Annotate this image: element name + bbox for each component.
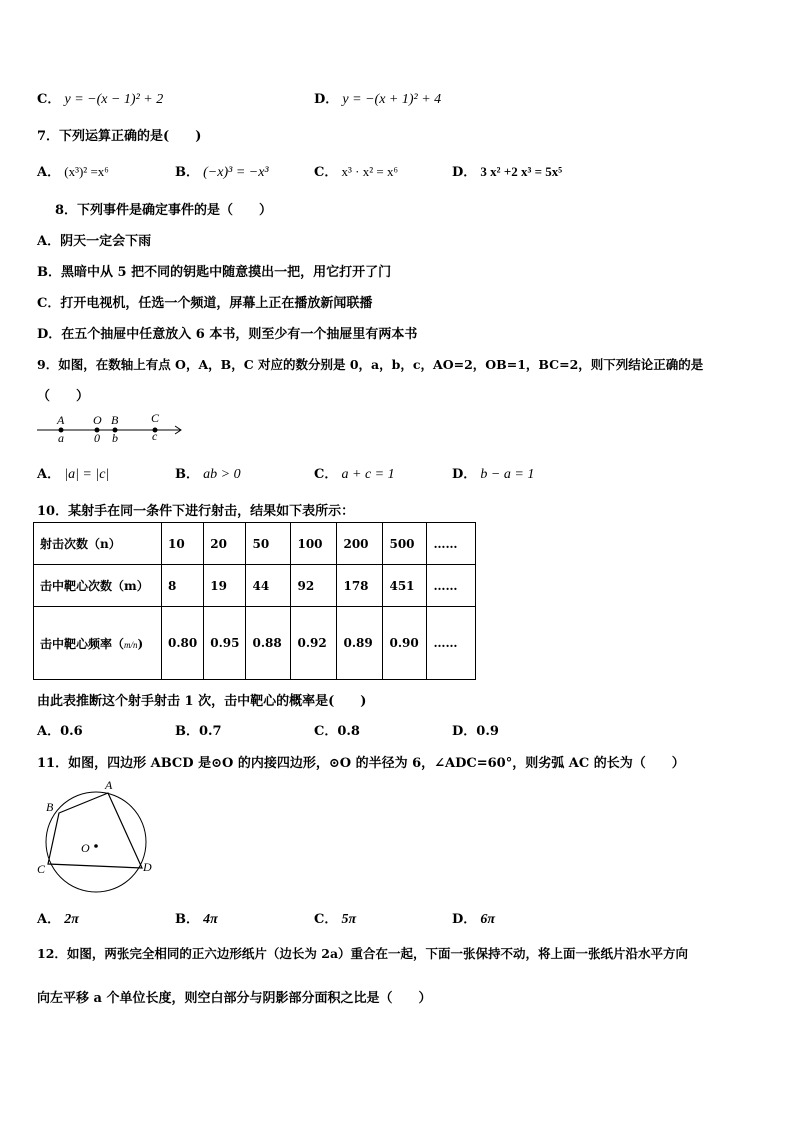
- table-cell: 100: [291, 523, 337, 565]
- table-cell: 92: [291, 565, 337, 607]
- value-label-c: c: [152, 429, 158, 443]
- value-label-b: b: [112, 431, 118, 445]
- table-cell: 0.90: [383, 607, 427, 680]
- table-row: [34, 523, 476, 565]
- q8-option-b: B．黑暗中从 5 把不同的钥匙中随意摸出一把，用它打开了门: [37, 265, 392, 280]
- value-label-o: 0: [94, 431, 100, 445]
- q11-option-a: A． 2π: [37, 912, 79, 927]
- row-header: 击中靶心频率（m/n): [34, 607, 162, 680]
- q11-option-c: C． 5π: [314, 912, 357, 927]
- value-label-a: a: [58, 431, 64, 445]
- q11-stem: 11．如图，四边形 ABCD 是⊙O 的内接四边形，⊙O 的半径为 6，∠ADC=60°，则劣弧 AC 的长为（ ）: [37, 756, 685, 771]
- table-cell: ……: [427, 565, 476, 607]
- q11-option-d: D． 6π: [452, 912, 496, 927]
- q12-line1: 12．如图，两张完全相同的正六边形纸片（边长为 2a）重合在一起，下面一张保持不动，将上面一张纸片沿水平方向: [37, 946, 689, 961]
- vertex-label-d: D: [143, 860, 152, 874]
- point-label-c: C: [151, 411, 160, 425]
- table-cell: 0.88: [246, 607, 291, 680]
- q9-option-c: C． a + c = 1: [314, 467, 395, 482]
- q8-option-c: C．打开电视机，任选一个频道，屏幕上正在播放新闻联播: [37, 296, 373, 311]
- table-cell: 44: [246, 565, 291, 607]
- point-label-a: A: [57, 413, 65, 427]
- q8-option-d: D．在五个抽屉中任意放入 6 本书，则至少有一个抽屉里有两本书: [37, 327, 418, 342]
- q7-option-c: C． x³ · x² = x⁶: [314, 164, 398, 180]
- table-cell: 0.89: [337, 607, 383, 680]
- center-label-o: O: [81, 841, 90, 855]
- row-header: 击中靶心次数（m）: [34, 565, 162, 607]
- q6-option-d: D． y = −(x + 1)² + 4: [314, 92, 442, 107]
- q9-option-d: D． b − a = 1: [452, 467, 535, 482]
- q12-line2: 向左平移 a 个单位长度，则空白部分与阴影部分面积之比是（ ）: [37, 991, 432, 1006]
- table-cell: 50: [246, 523, 291, 565]
- table-cell: 0.80: [162, 607, 204, 680]
- q10-option-b: B．0.7: [175, 724, 222, 739]
- q9-option-a: A． |a| = |c|: [37, 467, 110, 482]
- q6-option-c: C． y = −(x − 1)² + 2: [37, 92, 164, 107]
- table-cell: 0.92: [291, 607, 337, 680]
- q7-stem: 7．下列运算正确的是( ): [37, 129, 202, 144]
- q7-option-a: A． (x³)² =x⁶: [37, 164, 109, 180]
- q7-option-d: D． 3 x² +2 x³ = 5x⁵: [452, 164, 563, 180]
- table-cell: ……: [427, 607, 476, 680]
- table-cell: ……: [427, 523, 476, 565]
- q10-followup: 由此表推断这个射手射击 1 次，击中靶心的概率是( ): [37, 694, 367, 709]
- q8-option-a: A．阴天一定会下雨: [37, 234, 152, 249]
- table-cell: 0.95: [204, 607, 246, 680]
- q7-option-b: B． (−x)³ = −x³: [175, 165, 269, 180]
- number-line-figure: [37, 410, 187, 446]
- point-label-b: B: [111, 413, 119, 427]
- point-label-o: O: [93, 413, 102, 427]
- q8-stem: 8．下列事件是确定事件的是（ ）: [55, 203, 273, 218]
- q9-paren: （ ）: [37, 389, 90, 404]
- table-cell: 178: [337, 565, 383, 607]
- shooting-results-table: [33, 522, 476, 680]
- table-cell: 19: [204, 565, 246, 607]
- table-cell: 8: [162, 565, 204, 607]
- vertex-label-a: A: [105, 778, 113, 792]
- table-cell: 451: [383, 565, 427, 607]
- vertex-label-b: B: [46, 800, 54, 814]
- q10-option-d: D．0.9: [452, 724, 499, 739]
- table-cell: 200: [337, 523, 383, 565]
- table-cell: 10: [162, 523, 204, 565]
- vertex-label-c: C: [37, 862, 46, 876]
- q9-stem: 9．如图，在数轴上有点 O，A，B，C 对应的数分别是 0，a，b，c，AO=2，OB=1，BC=2，则下列结论正确的是: [37, 357, 704, 372]
- q10-stem: 10．某射手在同一条件下进行射击，结果如下表所示：: [37, 504, 355, 519]
- q10-option-a: A．0.6: [37, 724, 83, 739]
- table-row: [34, 565, 476, 607]
- table-row: [34, 607, 476, 680]
- row-header: 射击次数（n）: [34, 523, 162, 565]
- inscribed-quadrilateral-figure: [34, 776, 158, 896]
- table-cell: 20: [204, 523, 246, 565]
- q9-option-b: B． ab > 0: [175, 467, 241, 482]
- frequency-fraction: m/n: [124, 639, 138, 650]
- table-cell: 500: [383, 523, 427, 565]
- q11-option-b: B． 4π: [175, 912, 218, 927]
- q10-option-c: C．0.8: [314, 724, 360, 739]
